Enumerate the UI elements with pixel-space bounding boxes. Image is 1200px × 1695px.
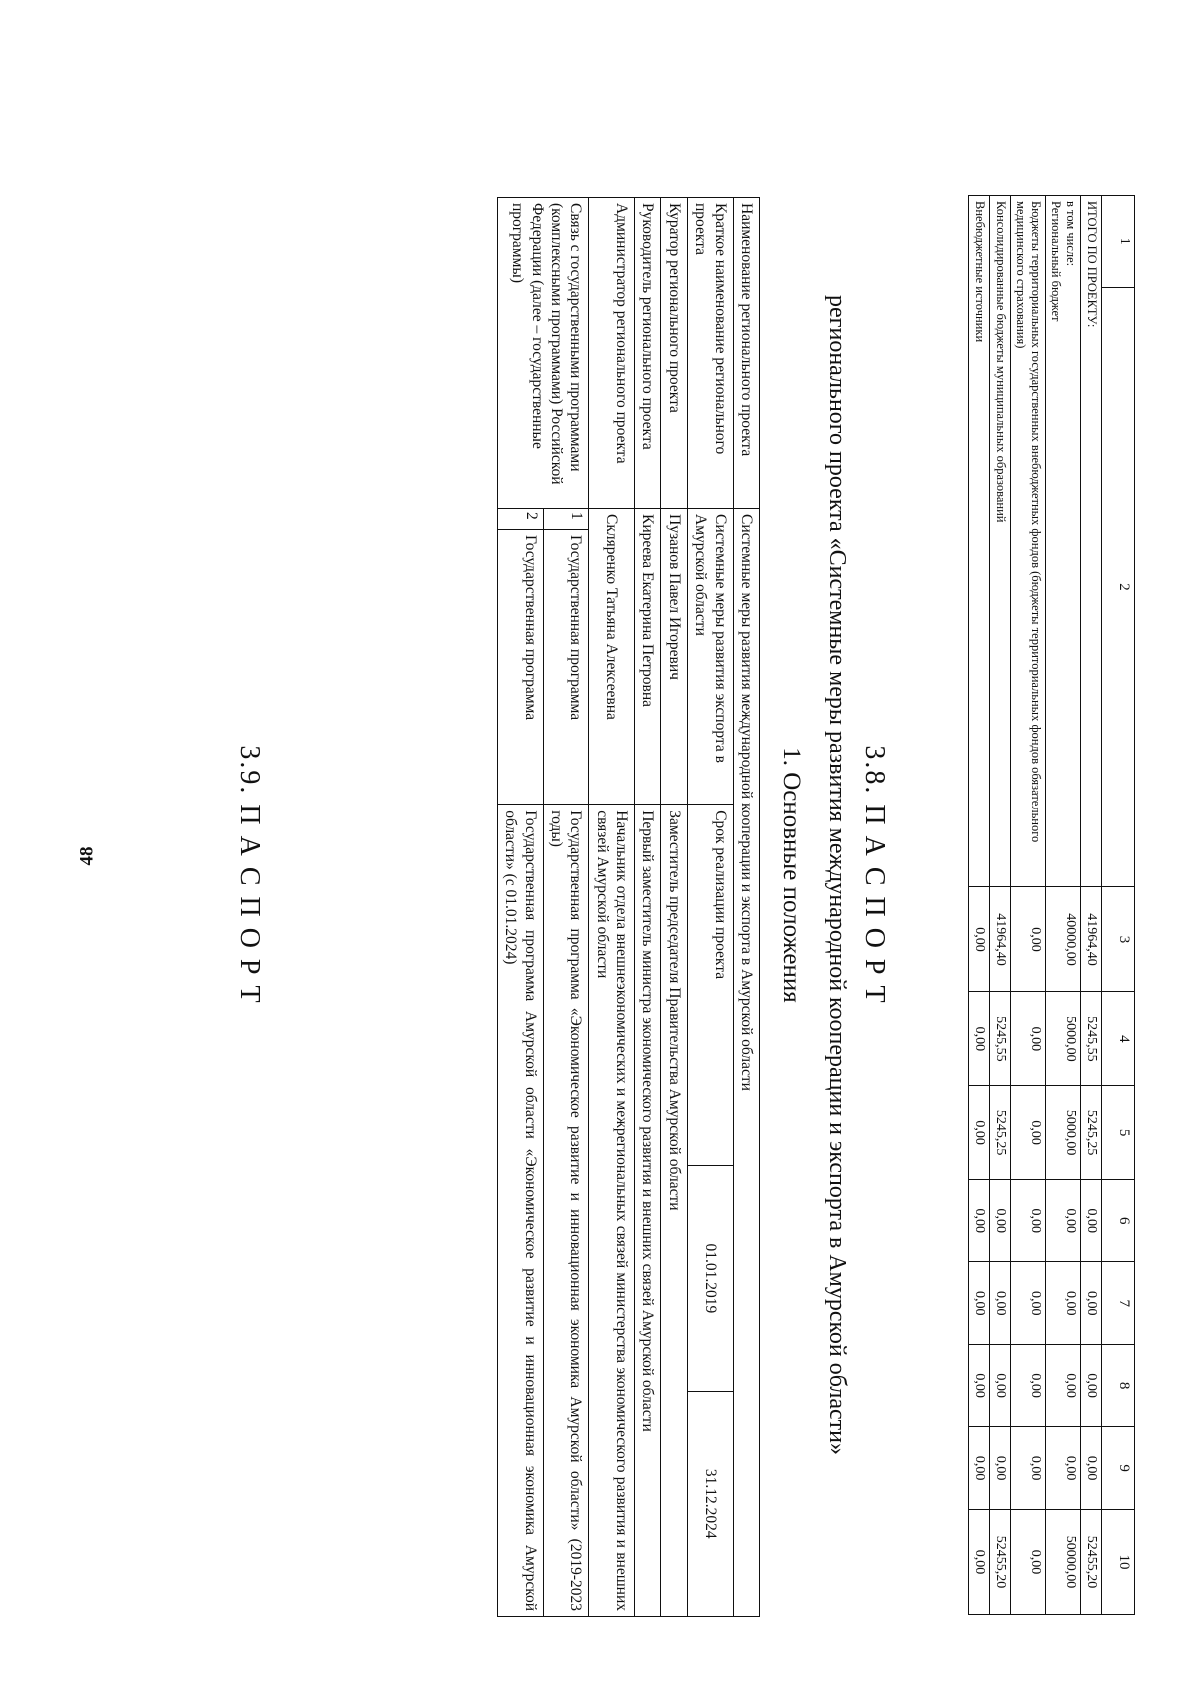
finance-value-cell: 0,00 <box>1011 1086 1046 1180</box>
head-label: Руководитель регионального проекта <box>635 198 661 509</box>
page-number: 48 <box>76 846 98 866</box>
finance-value-cell: 0,00 <box>1011 992 1046 1086</box>
finance-value-cell: 0,00 <box>1011 1344 1046 1426</box>
finance-value-cell: 5245,25 <box>990 1086 1011 1180</box>
finance-value-cell: 0,00 <box>969 1427 990 1509</box>
project-title: регионального проекта «Системные меры развития международной кооперации и экспорта в Амурской области» <box>824 294 850 1455</box>
finance-value-cell: 0,00 <box>1011 1509 1046 1614</box>
finance-row-label: в том числе: Региональный бюджет <box>1046 196 1081 887</box>
table-row <box>733 198 759 1617</box>
program-number: 1 <box>543 509 589 530</box>
table-row <box>661 198 687 1617</box>
finance-value-cell: 0,00 <box>1011 1180 1046 1262</box>
name-value: Системные меры развития международной кооперации и экспорта в Амурской области <box>733 509 759 1617</box>
program-description: Государственная программа Амурской области «Экономическое развитие и инновационная экономика Амурской области» (с 01.01.2024) <box>497 805 543 1617</box>
finance-value-cell: 0,00 <box>1081 1180 1102 1262</box>
finance-value-cell: 0,00 <box>969 1509 990 1614</box>
curator-label: Куратор регионального проекта <box>661 198 687 509</box>
finance-value-cell: 41964,40 <box>990 887 1011 992</box>
head-name: Киреева Екатерина Петровна <box>635 509 661 805</box>
finance-value-cell: 0,00 <box>1011 1262 1046 1344</box>
finance-value-cell: 0,00 <box>969 1344 990 1426</box>
table-row <box>969 196 990 1615</box>
program-type: Государственная программа <box>543 530 589 805</box>
finance-value-cell: 0,00 <box>969 992 990 1086</box>
table-row <box>990 196 1011 1615</box>
term-start: 01.01.2019 <box>687 1166 733 1391</box>
curator-name: Пузанов Павел Игоревич <box>661 509 687 805</box>
finance-value-cell: 5245,25 <box>1081 1086 1102 1180</box>
finance-value-cell: 5245,55 <box>1081 992 1102 1086</box>
table-row <box>687 198 733 1617</box>
admin-name: Скляренко Татьяна Алексеевна <box>589 509 635 805</box>
finance-header-cell: 2 <box>1102 287 1135 887</box>
finance-header-row <box>1102 196 1135 1615</box>
curator-position: Заместитель председателя Правительства Амурской области <box>661 805 687 1617</box>
admin-position: Начальник отдела внешнеэкономических и межрегиональных связей министерства экономического развития и внешних связей Амурской области <box>589 805 635 1617</box>
section-1-heading: 1. Основные положения <box>778 747 805 1003</box>
finance-value-cell: 41964,40 <box>1081 887 1102 992</box>
program-description: Государственная программа «Экономическое развитие и инновационная экономика Амурской области» (2019-2023 годы) <box>543 805 589 1617</box>
term-label: Срок реализации проекта <box>687 805 733 1166</box>
finance-value-cell: 0,00 <box>969 1086 990 1180</box>
finance-header-cell: 8 <box>1102 1344 1135 1426</box>
finance-value-cell: 0,00 <box>1081 1427 1102 1509</box>
finance-header-cell: 9 <box>1102 1427 1135 1509</box>
program-type: Государственная программа <box>497 530 543 805</box>
table-row <box>1081 196 1102 1615</box>
table-row <box>543 198 589 1617</box>
passport-table <box>497 197 760 1617</box>
finance-header-cell: 1 <box>1102 196 1135 288</box>
finance-row-label: Консолидированные бюджеты муниципальных образований <box>990 196 1011 887</box>
short-value: Системные меры развития экспорта в Амурской области <box>687 509 733 805</box>
finance-header-cell: 7 <box>1102 1262 1135 1344</box>
finance-value-cell: 50000,00 <box>1046 1509 1081 1614</box>
term-end: 31.12.2024 <box>687 1391 733 1616</box>
finance-value-cell: 0,00 <box>1046 1262 1081 1344</box>
link-label: Связь с государственными программами (комплексными программами) Российской Федерации (далее – государственные программы) <box>497 198 589 509</box>
table-row <box>589 198 635 1617</box>
finance-row-label: ИТОГО ПО ПРОЕКТУ: <box>1081 196 1102 887</box>
finance-value-cell: 0,00 <box>969 1180 990 1262</box>
finance-header-cell: 4 <box>1102 992 1135 1086</box>
passport-3-8-heading: 3.8. П А С П О Р Т <box>859 745 890 1005</box>
finance-value-cell: 0,00 <box>1046 1180 1081 1262</box>
finance-value-cell: 0,00 <box>1011 1427 1046 1509</box>
passport-3-9-heading: 3.9. П А С П О Р Т <box>234 745 265 1005</box>
table-row <box>1011 196 1046 1615</box>
table-row <box>635 198 661 1617</box>
finance-value-cell: 5000,00 <box>1046 992 1081 1086</box>
finance-header-cell: 6 <box>1102 1180 1135 1262</box>
short-label: Краткое наименование регионального проекта <box>687 198 733 509</box>
finance-value-cell: 52455,20 <box>990 1509 1011 1614</box>
name-label: Наименование регионального проекта <box>733 198 759 509</box>
finance-value-cell: 5245,55 <box>990 992 1011 1086</box>
finance-value-cell: 0,00 <box>1081 1262 1102 1344</box>
table-row <box>1046 196 1081 1615</box>
finance-value-cell: 0,00 <box>990 1344 1011 1426</box>
finance-value-cell: 0,00 <box>990 1427 1011 1509</box>
finance-value-cell: 0,00 <box>1046 1344 1081 1426</box>
finance-header-cell: 3 <box>1102 887 1135 992</box>
program-number: 2 <box>497 509 543 530</box>
finance-value-cell: 0,00 <box>990 1262 1011 1344</box>
head-position: Первый заместитель министра экономического развития и внешних связей Амурской области <box>635 805 661 1617</box>
finance-value-cell: 40000,00 <box>1046 887 1081 992</box>
admin-label: Администратор регионального проекта <box>589 198 635 509</box>
finance-value-cell: 0,00 <box>1046 1427 1081 1509</box>
finance-value-cell: 0,00 <box>969 887 990 992</box>
finance-header-cell: 5 <box>1102 1086 1135 1180</box>
finance-row-label: Внебюджетные источники <box>969 196 990 887</box>
finance-value-cell: 5000,00 <box>1046 1086 1081 1180</box>
finance-value-cell: 0,00 <box>969 1262 990 1344</box>
finance-value-cell: 0,00 <box>1081 1344 1102 1426</box>
rotated-content <box>185 125 1145 1625</box>
finance-value-cell: 52455,20 <box>1081 1509 1102 1614</box>
finance-header-cell: 10 <box>1102 1509 1135 1614</box>
finance-value-cell: 0,00 <box>1011 887 1046 992</box>
finance-row-label: Бюджеты территориальных государственных внебюджетных фондов (бюджеты территориальных фондов обязательного медицинского страхования) <box>1011 196 1046 887</box>
finance-value-cell: 0,00 <box>990 1180 1011 1262</box>
finance-table <box>968 195 1135 1615</box>
